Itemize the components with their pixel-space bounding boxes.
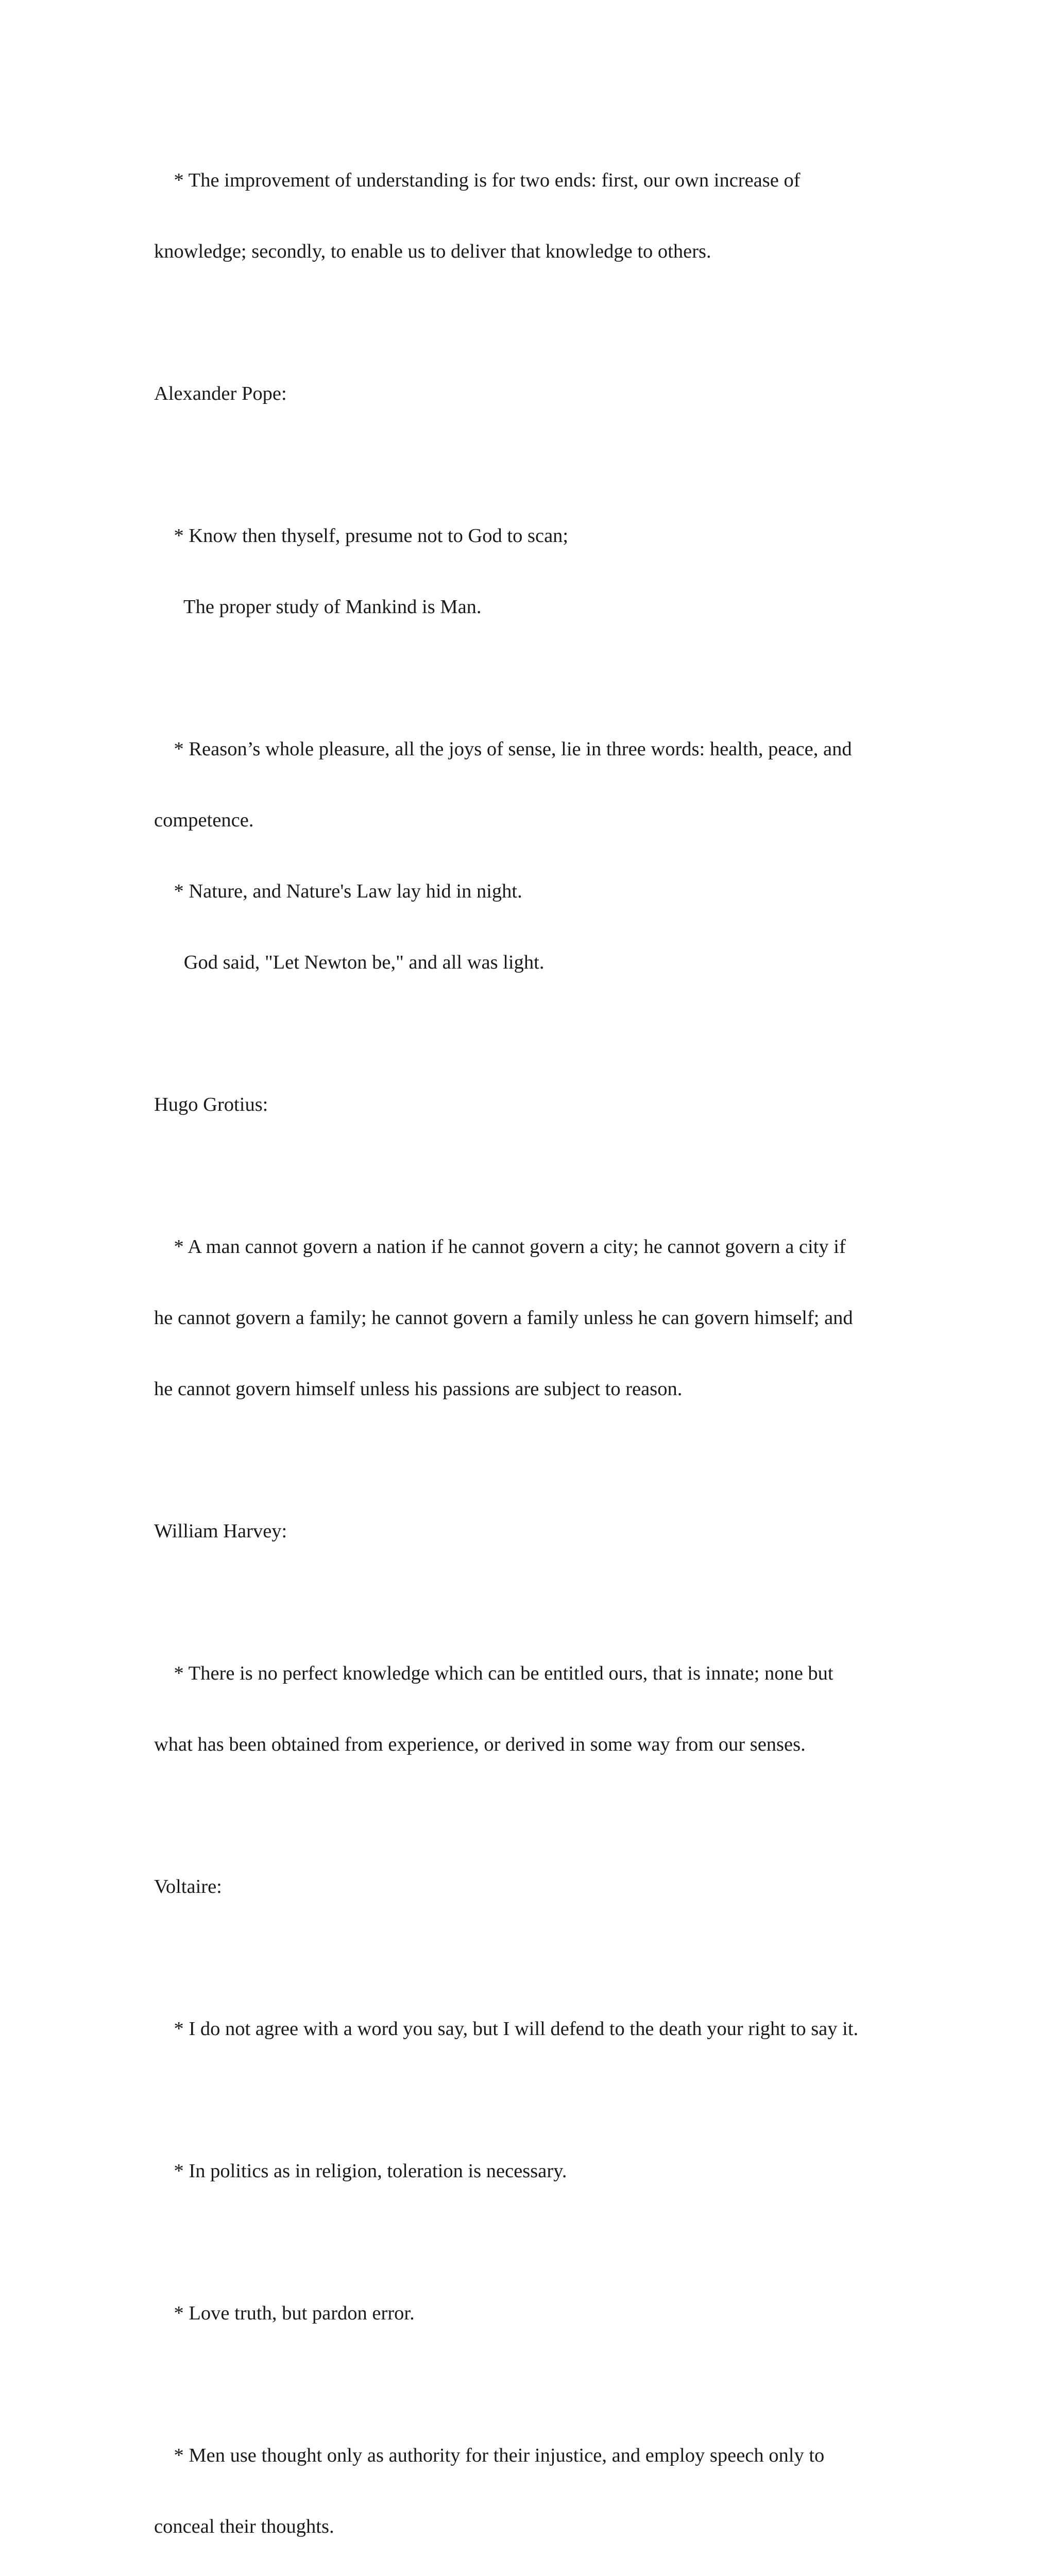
text-line: he cannot govern a family; he cannot govern a family unless he can govern himself; and	[154, 1307, 853, 1329]
author-heading: William Harvey:	[154, 1520, 287, 1542]
blank-line	[154, 2088, 906, 2112]
text-line: God said, "Let Newton be," and all was light.	[154, 952, 544, 973]
text-line: * A man cannot govern a nation if he cannot govern a city; he cannot govern a city if	[154, 1236, 846, 1258]
text-line: * Reason’s whole pleasure, all the joys of sense, lie in three words: health, peace, and	[154, 738, 852, 760]
text-line: The proper study of Mankind is Man.	[154, 596, 482, 618]
blank-line	[154, 1590, 906, 1614]
author-heading: Voltaire:	[154, 1876, 222, 1897]
text-line: * Love truth, but pardon error.	[154, 2302, 415, 2324]
text-line: he cannot govern himself unless his passions are subject to reason.	[154, 1378, 683, 1400]
text-line: knowledge; secondly, to enable us to deliver that knowledge to others.	[154, 241, 711, 262]
blank-line	[154, 1804, 906, 1827]
text-line: * The improvement of understanding is for two ends: first, our own increase of	[154, 170, 801, 191]
blank-line	[154, 1448, 906, 1472]
text-line: * I do not agree with a word you say, but I will defend to the death your right to say it.	[154, 2018, 859, 2040]
text-line: * There is no perfect knowledge which can be entitled ours, that is innate; none but	[154, 1663, 833, 1684]
blank-line	[154, 666, 906, 690]
blank-line	[154, 2372, 906, 2396]
author-heading: Hugo Grotius:	[154, 1094, 268, 1115]
document-text	[154, 121, 906, 2576]
blank-line	[154, 1164, 906, 1188]
text-line: conceal their thoughts.	[154, 2516, 334, 2537]
text-line: what has been obtained from experience, or derived in some way from our senses.	[154, 1734, 806, 1755]
blank-line	[154, 453, 906, 477]
text-line: * Know then thyself, presume not to God to scan;	[154, 525, 569, 547]
text-line: * Men use thought only as authority for their injustice, and employ speech only to	[154, 2445, 825, 2466]
blank-line	[154, 1022, 906, 1045]
blank-line	[154, 2230, 906, 2254]
text-line: competence.	[154, 809, 254, 831]
text-line: * Nature, and Nature's Law lay hid in night.	[154, 880, 522, 902]
text-line: * In politics as in religion, toleration is necessary.	[154, 2160, 567, 2182]
blank-line	[154, 1946, 906, 1970]
blank-line	[154, 311, 906, 334]
author-heading: Alexander Pope:	[154, 383, 287, 404]
